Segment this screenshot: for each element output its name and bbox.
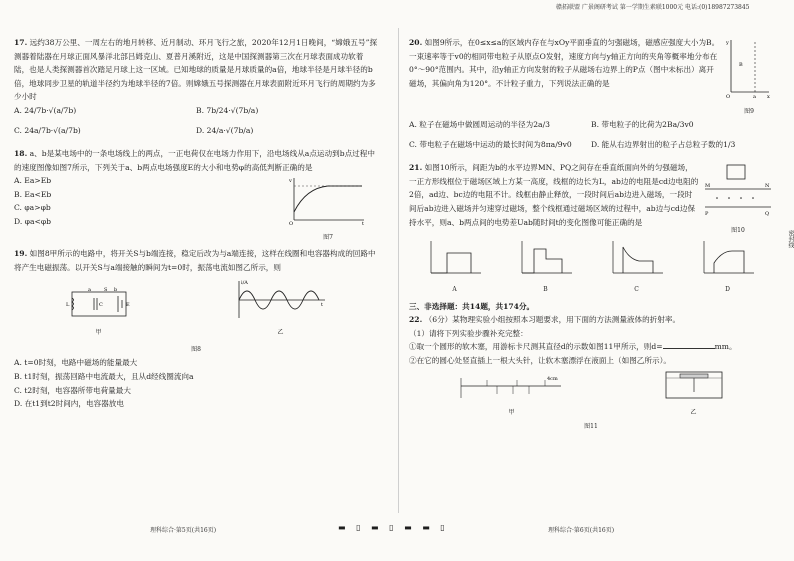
ruler-unit-label: 4cm	[546, 375, 558, 382]
question-number: 21.	[409, 163, 423, 173]
left-column	[14, 36, 378, 414]
option-d: D. 能从右边界射出的粒子占总粒子数的1/3	[591, 140, 736, 150]
step-1-unit: mm。	[714, 342, 737, 352]
question-text: 如图9所示，在0≤x≤a的区域内存在与xOy平面垂直的匀强磁场，磁感应强度大小为B。一束速率等于v0的相同带电粒子从原点O发射，速度方向与y轴正方向的夹角等概率地分布在0°～90°范围内。其中，沿y轴正方向发射的粒子从磁场右边界上的P点（图中未标出）离开磁场，其偏向角为120°。不计粒子重力，下列说法正确的是	[409, 38, 720, 88]
figure-label: 图10	[731, 226, 745, 234]
step-1	[409, 340, 773, 354]
left-footer: 理科综合·第5页(共16页)	[150, 527, 217, 534]
right-footer: 理科综合·第6页(共16页)	[548, 527, 615, 534]
column-divider	[398, 28, 399, 513]
question-text: （6分）某物理实验小组按照本习题要求，用下面的方法测量液体的折射率。	[424, 315, 681, 325]
svg-text:E: E	[125, 301, 130, 308]
figure-9	[725, 36, 773, 118]
figure-yi-label: 乙	[277, 329, 284, 337]
graph-label: A	[452, 285, 457, 293]
graph-c	[609, 239, 665, 296]
figure-8	[14, 278, 378, 340]
question-21	[409, 161, 773, 296]
floating-cork-figure	[662, 368, 726, 420]
graph-a-plot	[427, 239, 483, 277]
svg-text:a: a	[753, 94, 756, 100]
option-a: A. Ea>Eb	[14, 176, 52, 186]
options	[409, 118, 773, 158]
vernier-caliper-diagram	[457, 374, 567, 402]
question-text: a、b是某电场中的一条电场线上的两点，一正电荷仅在电场力作用下，沿电场线从a点运动到b点过程中的速度图像如图7所示，下列关于a、b两点电场强度E的大小和电势φ的高低判断正确的是	[14, 148, 375, 172]
option-d: D. φa<φb	[14, 216, 52, 226]
graph-label: C	[634, 285, 639, 293]
question-22	[409, 313, 773, 433]
figure-7	[288, 174, 368, 244]
graph-label: B	[543, 285, 548, 293]
svg-text:t: t	[320, 301, 323, 308]
question-17	[14, 36, 378, 144]
step-2: ②在它的圆心处竖直插上一根大头针，让软木塞漂浮在液面上（如图乙所示）。	[409, 355, 671, 365]
figure-jia-label: 甲	[508, 409, 515, 417]
lc-circuit-diagram	[64, 284, 134, 322]
graph-label: D	[725, 285, 730, 293]
figure-11	[409, 368, 773, 420]
option-b: B. 7b/24·√(7b/a)	[196, 105, 259, 115]
cork-in-liquid-diagram	[662, 368, 726, 402]
svg-text:b: b	[113, 286, 117, 293]
svg-text:B: B	[739, 62, 743, 68]
question-text: 如图8甲所示的电路中，将开关S与b端连接，稳定后改为与a端连接，这样在线圈和电容器构成的回路中将产生电磁振荡。以开关S与a端接触的瞬间为t=0时，振荡电流如图乙所示，则	[14, 249, 376, 272]
bottom-marks: ▬ ▯ ▬ ▯ ▬ ▬ ▯	[338, 523, 449, 532]
svg-text:M: M	[705, 183, 711, 190]
question-text: 远约38万公里、一周左右的地月转移、近月制动、环月飞行之旅，2020年12月1日晚间，“嫦娥五号”探测器着陆器在月球正面风暴洋北部吕姆克山、夏普月溪附近，这是中国探测器第三次在月球表面成功软着陆，也是人类探测器首次踏足月球上这一区域。已知地球的质量是月球质量的a倍，地球半径是月球半径的b倍，地球同步卫星的轨道半径约为地球半径的7倍。则嫦娥五号探测器在月球表面附近环月飞行的周期约为多少小时	[14, 38, 378, 102]
figure-label: 图11	[584, 422, 598, 430]
graph-a	[427, 239, 483, 296]
graph-b	[518, 239, 574, 296]
oscillation-figure	[233, 278, 329, 340]
question-number: 19.	[14, 249, 28, 259]
step-1-text: ①取一个圆形的软木塞，用游标卡尺测其直径d的示数如图11甲所示，则d=	[409, 342, 663, 352]
option-d: D. 在t1到t2时间内，电容器放电	[14, 399, 124, 409]
question-number: 17.	[14, 38, 28, 47]
question-number: 22.	[409, 315, 423, 325]
question-number: 20.	[409, 38, 423, 47]
option-d: D. 24/a·√(7b/a)	[196, 125, 254, 135]
question-18	[14, 147, 378, 244]
svg-text:i/A: i/A	[240, 279, 248, 286]
q20-body	[409, 36, 773, 118]
right-column	[409, 36, 773, 436]
magnetic-field-diagram	[725, 36, 773, 100]
option-b: B. 带电粒子的比荷为2Ba/3v0	[591, 120, 694, 130]
svg-text:O: O	[726, 94, 731, 100]
figure-yi-label: 乙	[690, 409, 697, 417]
option-b: B. t1时刻，振荡回路中电流最大，且从d经线圈流向a	[14, 371, 194, 381]
section-three-heading: 三、非选择题：共14题，共174分。	[409, 301, 535, 311]
wire-frame-diagram	[703, 161, 773, 219]
svg-text:O: O	[289, 221, 294, 227]
question-number: 18.	[14, 148, 28, 158]
graph-c-plot	[609, 239, 665, 277]
option-c: C. 带电粒子在磁场中运动的最长时间为8πa/9v0	[409, 140, 572, 150]
q21-body	[409, 161, 773, 237]
svg-text:L: L	[65, 301, 69, 308]
q18-body	[14, 174, 378, 244]
svg-text:P: P	[705, 211, 709, 218]
option-a: A. 24/7b·√(a/7b)	[14, 105, 77, 115]
svg-text:v: v	[289, 178, 292, 185]
graph-d-plot	[700, 239, 756, 277]
options	[14, 104, 378, 144]
figure-label: 图8	[191, 345, 201, 353]
svg-text:t: t	[362, 221, 365, 227]
figure-label: 图9	[744, 107, 754, 115]
page-header: 赣拓联盟 广景阁研考试 第一学期生素联1000元 电话:(0)18987273845	[556, 4, 750, 11]
answer-blank[interactable]	[663, 340, 715, 349]
figure-label: 图7	[323, 233, 333, 241]
option-b: B. Ea<Eb	[14, 189, 52, 199]
q21-text-block	[409, 161, 699, 237]
svg-text:N: N	[765, 183, 770, 190]
option-c: C. 24a/7b·√(a/7b)	[14, 125, 81, 135]
option-c: C. φa>φb	[14, 203, 51, 213]
side-seal-mark: 密封线	[787, 230, 794, 248]
graph-d	[700, 239, 756, 296]
velocity-time-graph	[288, 174, 368, 226]
uab-graphs	[409, 239, 773, 296]
current-time-graph	[233, 278, 329, 322]
question-19	[14, 247, 378, 410]
lc-circuit-figure	[64, 284, 134, 340]
graph-b-plot	[518, 239, 574, 277]
svg-text:a: a	[87, 286, 91, 293]
q20-text-block	[409, 36, 721, 118]
caliper-figure	[457, 374, 567, 420]
sub-question-1: （1）请将下列实验步骤补充完整：	[409, 328, 528, 338]
figure-jia-label: 甲	[95, 329, 102, 337]
figure-10	[703, 161, 773, 237]
option-a: A. t=0时刻，电路中磁场的能量最大	[14, 358, 138, 368]
svg-text:y: y	[726, 40, 729, 46]
question-20	[409, 36, 773, 158]
option-c: C. t2时刻，电容器所带电荷量最大	[14, 385, 131, 395]
svg-text:C: C	[98, 301, 103, 308]
options	[14, 174, 288, 244]
option-a: A. 粒子在磁场中做圆周运动的半径为2a/3	[409, 120, 550, 130]
question-text: 如图10所示，间距为b的水平边界MN、PQ之间存在垂直纸面向外的匀强磁场，一正方形线框位于磁场区域上方某一高度，线框的边长为L，ab边的电阻是cd边电阻的2倍，ad边、bc边的电阻不计。线框由静止释放，一段时间后ab边进入磁场，一段时间后ab边进入磁场并匀速穿过磁场，整个线框通过磁场区域的过程中，ab边与cd边保持水平，则a、b两点间的电势差Uab随时间t的变化图像可能正确的是	[409, 163, 699, 227]
svg-text:x: x	[767, 94, 770, 100]
svg-text:Q: Q	[765, 211, 770, 218]
svg-text:S: S	[103, 286, 107, 293]
